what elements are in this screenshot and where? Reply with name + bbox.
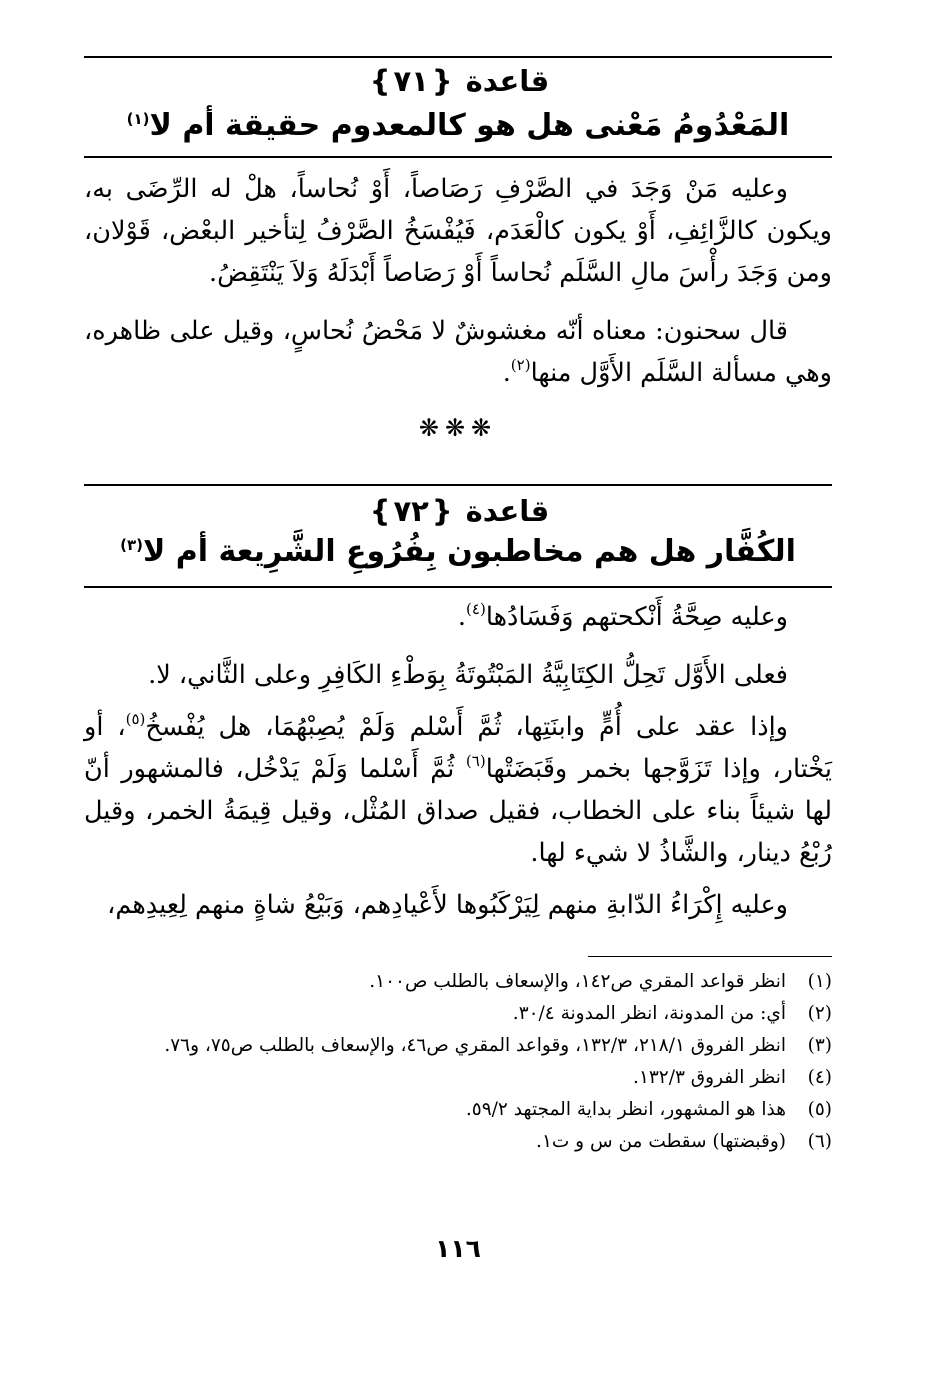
footnotes bbox=[84, 966, 832, 1158]
rule-72-top-rule bbox=[84, 484, 832, 486]
rule-71-heading: قاعدة {٧١} bbox=[369, 64, 550, 98]
rule-71-number: ٧١ bbox=[393, 64, 429, 98]
rule-72-paragraph-4: وعليه إِكْرَاءُ الدّابةِ منهم لِيَرْكَبُوها لأَعْيادِهم، وَبَيْعُ شاةٍ منهم لِعِيدِهم، bbox=[107, 890, 788, 920]
rule-71-title: المَعْدُومُ مَعْنى هل هو كالمعدوم حقيقة أم لا$^{(١)}$ bbox=[126, 108, 790, 143]
footnote-ref-2: (٢) bbox=[510, 356, 531, 374]
footnote-separator bbox=[588, 956, 832, 957]
footnote-ref-4: (٤) bbox=[466, 600, 486, 618]
rule-72-number: ٧٢ bbox=[393, 494, 429, 528]
rule-72-paragraph-3: وإذا عقد على أُمٍّ وابنَتِها، ثُمَّ أَسْلم وَلَمْ يُصِبْهُمَا، هل يُفْسخُ$^{(٥)}$، أو يَخْتار، وإذا تَزَوَّجها بخمر وقَبَضَتْها$^{(٦)}$ ثُمَّ أَسْلما وَلَمْ يَدْخُل، فالمشهور أنّ لها شيئاً بناء على الخطاب، فقيل صداق المُثْل، وقيل قِيمَةُ الخمر، وقيل رُبْعُ دينار، والشَّاذُ لا شيء لها. bbox=[84, 710, 832, 868]
footnote: (١) انظر قواعد المقري ص١٤٢، والإسعاف بالطلب ص١٠٠. bbox=[369, 971, 832, 992]
rule-72-label: قاعدة bbox=[465, 494, 550, 528]
rule-71-paragraph-1: وعليه مَنْ وَجَدَ في الصَّرْفِ رَصَاصاً، أَوْ نُحاساً، هلْ له الرِّضَى به، ويكون كالزَّائِفِ، أَوْ يكون كالْعَدَم، فَيُفْسَخُ الصَّرْفُ لِتأخير البعْض، قَوْلان، ومن وَجَدَ رأْسَ مالِ السَّلَم نُحاساً أَوْ رَصَاصاً أَبْدَلَهُ وَلاَ يَنْتَقِضُ. bbox=[84, 174, 832, 288]
footnote-ref-6: (٦) bbox=[465, 752, 486, 770]
rule-72-heading: قاعدة {٧٢} bbox=[369, 494, 550, 528]
rule-71-underline bbox=[84, 156, 832, 158]
rule-71-label: قاعدة bbox=[465, 64, 550, 98]
footnote: (٢) أي: من المدونة، انظر المدونة ٣٠/٤. bbox=[512, 1003, 832, 1024]
rule-72-underline bbox=[84, 586, 832, 588]
top-rule bbox=[84, 56, 832, 58]
section-separator: ❋❋❋ bbox=[418, 414, 498, 442]
rule-72-paragraph-1: وعليه صِحَّةُ أَنْكحتهم وَفَسَادُها$^{(٤)}$. bbox=[457, 600, 788, 632]
footnote: (٤) انظر الفروق ١٣٢/٣. bbox=[633, 1067, 832, 1088]
footnote: (٥) هذا هو المشهور، انظر بداية المجتهد ٥٩/٢. bbox=[465, 1099, 832, 1120]
footnote: (٣) انظر الفروق ٢١٨/١، ١٣٢/٣، وقواعد المقري ص٤٦، والإسعاف بالطلب ص٧٥، و٧٦. bbox=[164, 1035, 832, 1056]
rule-71-paragraph-2: قال سحنون: معناه أنّه مغشوشٌ لا مَحْضُ نُحاسٍ، وقيل على ظاهره، وهي مسألة السَّلَم الأَوَّل منها$^{(٢)}$. bbox=[84, 316, 832, 388]
footnote-ref-5: (٥) bbox=[125, 710, 146, 728]
page-number: ١١٦ bbox=[435, 1234, 481, 1263]
rule-72-title: الكُفَّار هل هم مخاطبون بِفُرُوعِ الشَّرِيعة أم لا$^{(٣)}$ bbox=[120, 534, 796, 569]
footnote-ref-1: (١) bbox=[126, 110, 150, 128]
footnote-ref-3: (٣) bbox=[120, 536, 143, 554]
footnote: (٦) (وقبضتها) سقطت من س و ت١. bbox=[536, 1131, 832, 1152]
rule-72-paragraph-2: فعلى الأَوَّل تَحِلُّ الكِتَابِيَّةُ المَبْتُوتَةُ بِوَطْءِ الكَافِرِ وعلى الثَّاني، لا. bbox=[148, 660, 788, 690]
